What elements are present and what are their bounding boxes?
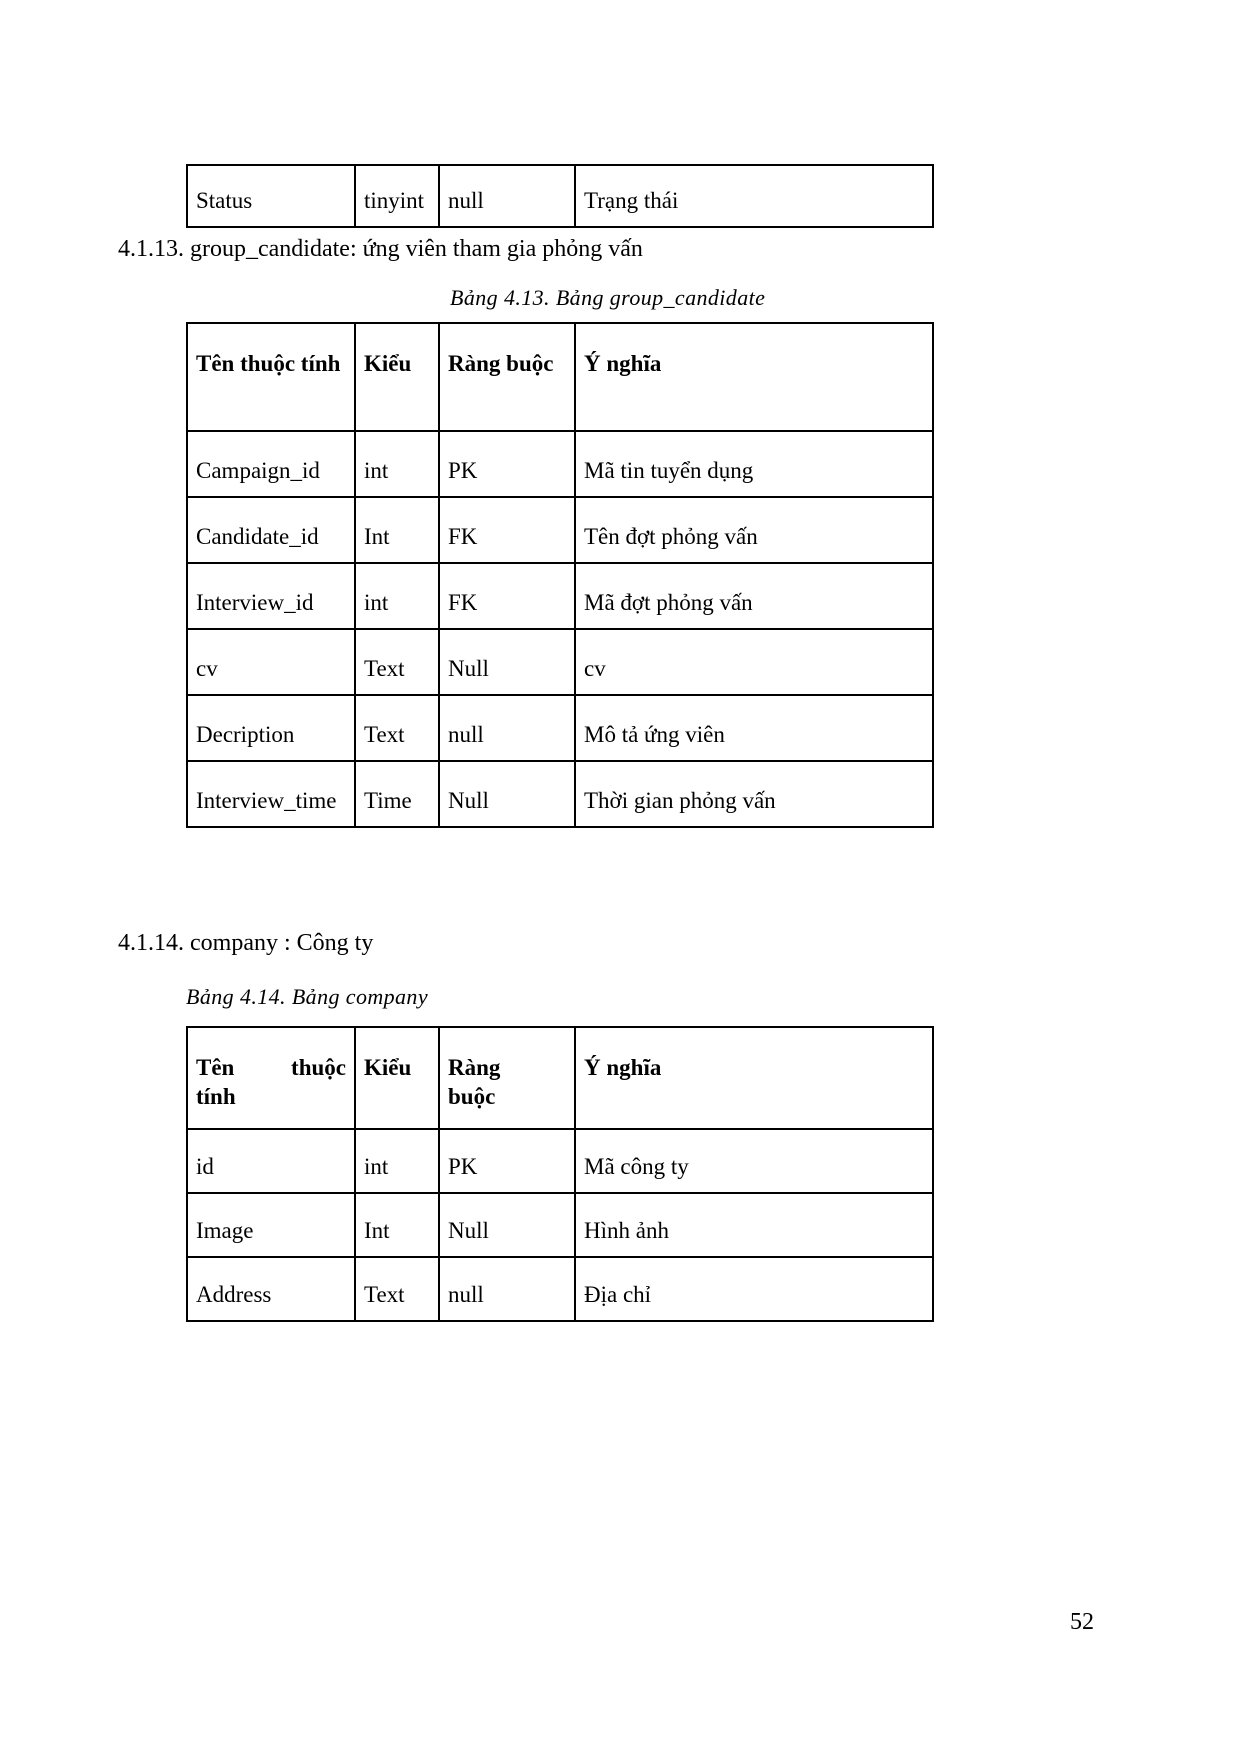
table-row [187,165,933,227]
cell-type: tinyint [355,165,439,227]
table-row [187,1129,933,1193]
header-constraint-line2: buộc [448,1083,496,1109]
table-row [187,629,933,695]
table-header-row [187,1027,933,1129]
table-row [187,695,933,761]
table-group-candidate [186,322,934,828]
cell-type: Text [355,629,439,695]
header-attribute-name-wrap [196,1054,346,1112]
cell-constraint: Null [439,761,575,827]
cell-constraint: null [439,695,575,761]
cell-attribute-name: cv [187,629,355,695]
cell-type: Text [355,695,439,761]
cell-constraint: FK [439,497,575,563]
table-header-row [187,323,933,431]
cell-attribute-name: Status [187,165,355,227]
header-attribute-name-line2: tính [196,1083,236,1109]
cell-meaning: Tên đợt phỏng vấn [575,497,933,563]
table-company [186,1026,934,1322]
cell-meaning: Mã đợt phỏng vấn [575,563,933,629]
table-row [187,431,933,497]
table-row [187,1193,933,1257]
header-type: Kiểu [355,1027,439,1129]
cell-constraint: null [439,165,575,227]
cell-attribute-name: Campaign_id [187,431,355,497]
cell-meaning: Mô tả ứng viên [575,695,933,761]
cell-meaning: Mã tin tuyển dụng [575,431,933,497]
continued-table [186,164,934,228]
cell-constraint: null [439,1257,575,1321]
cell-meaning: Trạng thái [575,165,933,227]
cell-type: int [355,1129,439,1193]
header-type: Kiểu [355,323,439,431]
cell-meaning: cv [575,629,933,695]
header-attribute-name [187,1027,355,1129]
cell-meaning: Hình ảnh [575,1193,933,1257]
table-row [187,563,933,629]
header-meaning: Ý nghĩa [575,323,933,431]
cell-type: Time [355,761,439,827]
section-heading-4-1-13: 4.1.13. group_candidate: ứng viên tham gia phỏng vấn [118,236,643,262]
header-constraint-line1: Ràng [448,1055,501,1080]
table-row [187,1257,933,1321]
cell-meaning: Mã công ty [575,1129,933,1193]
table-row [187,761,933,827]
cell-type: Text [355,1257,439,1321]
cell-constraint: Null [439,1193,575,1257]
header-attribute-name-line1: Tên thuộc [196,1055,346,1080]
cell-type: int [355,563,439,629]
cell-type: int [355,431,439,497]
cell-type: Int [355,1193,439,1257]
header-constraint: Ràng buộc [439,323,575,431]
page-number: 52 [1070,1609,1094,1635]
cell-meaning: Địa chỉ [575,1257,933,1321]
cell-attribute-name: Address [187,1257,355,1321]
cell-constraint: PK [439,1129,575,1193]
section-heading-4-1-14: 4.1.14. company : Công ty [118,930,374,956]
table-caption-4-13: Bảng 4.13. Bảng group_candidate [450,285,766,310]
cell-attribute-name: Image [187,1193,355,1257]
cell-constraint: PK [439,431,575,497]
cell-attribute-name: id [187,1129,355,1193]
cell-type: Int [355,497,439,563]
cell-meaning: Thời gian phỏng vấn [575,761,933,827]
header-attribute-name: Tên thuộc tính [187,323,355,431]
table-caption-4-14: Bảng 4.14. Bảng company [186,984,428,1009]
cell-attribute-name: Decription [187,695,355,761]
header-constraint [439,1027,575,1129]
cell-attribute-name: Candidate_id [187,497,355,563]
cell-attribute-name: Interview_time [187,761,355,827]
cell-attribute-name: Interview_id [187,563,355,629]
table-row [187,497,933,563]
cell-constraint: Null [439,629,575,695]
header-meaning: Ý nghĩa [575,1027,933,1129]
cell-constraint: FK [439,563,575,629]
